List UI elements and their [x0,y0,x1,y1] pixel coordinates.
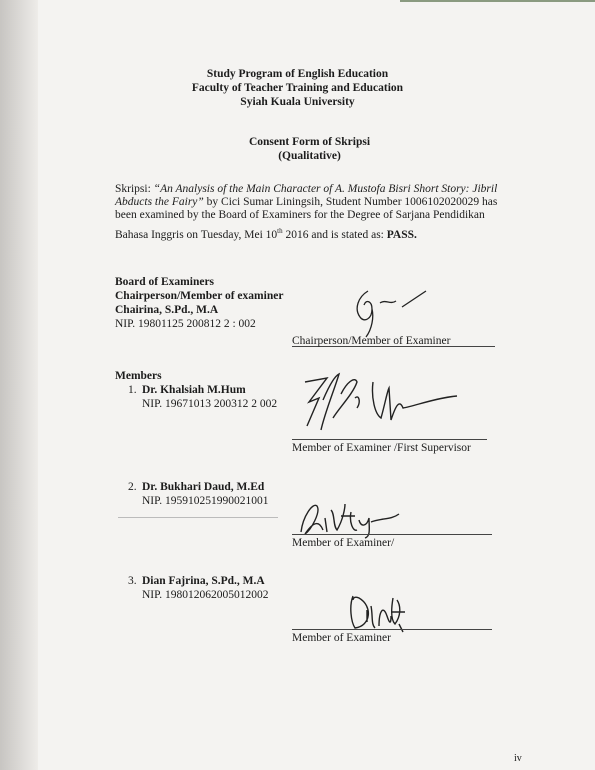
member-1-sign-line [292,439,487,440]
member-1-name: Dr. Khalsiah M.Hum [142,384,246,396]
members-heading: Members [115,370,162,382]
page-number: iv [514,753,522,764]
member-3-sign-label: Member of Examiner [292,632,391,644]
member-1-sign-label: Member of Examiner /First Supervisor [292,442,471,454]
result-pass: PASS. [386,228,417,241]
member-3-name: Dian Fajrina, S.Pd., M.A [142,575,265,587]
top-edge-line [400,0,595,2]
member-2-sign-label: Member of Examiner/ [292,537,395,549]
member-3-number: 3. [128,575,137,587]
paragraph-line-2 [115,196,497,210]
chair-nip: NIP. 19801125 200812 2 : 002 [115,318,256,330]
member-3-sign-line [292,629,492,630]
board-role: Chairperson/Member of examiner [115,290,284,302]
form-subtitle: (Qualitative) [278,150,341,162]
chair-name: Chairina, S.Pd., M.A [115,304,219,316]
stated-text: 2016 and is stated as: [282,228,387,241]
member-2-signature [295,492,405,540]
chair-signature [350,283,440,343]
date-superscript: th [277,227,283,235]
form-title: Consent Form of Skripsi [248,136,371,148]
member-1-nip: NIP. 19671013 200312 2 002 [142,398,278,410]
member-2-name: Dr. Bukhari Daud, M.Ed [142,481,265,493]
faculty-heading: Faculty of Teacher Training and Education [191,82,404,94]
study-program-heading: Study Program of English Education [206,68,389,80]
paragraph-line-1 [115,183,497,197]
member-2-sign-line [292,534,492,535]
skripsi-title: “An Analysis of the Main Character of A. Mustofa Bisri Short Story: Jibril [153,183,498,195]
member-3-nip: NIP. 198012062005012002 [142,589,269,601]
member-2-faint-line [118,517,278,518]
member-2-nip: NIP. 195910251990021001 [142,495,269,507]
date-text: Bahasa Inggris on Tuesday, Mei 10 [115,228,278,241]
member-2-number: 2. [128,481,137,493]
member-1-signature [295,368,465,440]
chair-sign-label: Chairperson/Member of Examiner [292,335,451,347]
author-text: by Cici Sumar Liningsih, Student Number 1006102020029 has [206,196,498,208]
skripsi-title-cont: Abducts the Fairy” [115,196,204,208]
board-heading: Board of Examiners [115,276,215,288]
skripsi-label: Skripsi: [115,183,151,195]
paragraph-line-3: been examined by the Board of Examiners for the Degree of Sarjana Pendidikan [115,209,485,221]
page-binding-shadow [0,0,38,770]
paragraph-line-4 [115,225,417,242]
member-1-number: 1. [128,384,137,396]
university-heading: Syiah Kuala University [240,96,355,108]
